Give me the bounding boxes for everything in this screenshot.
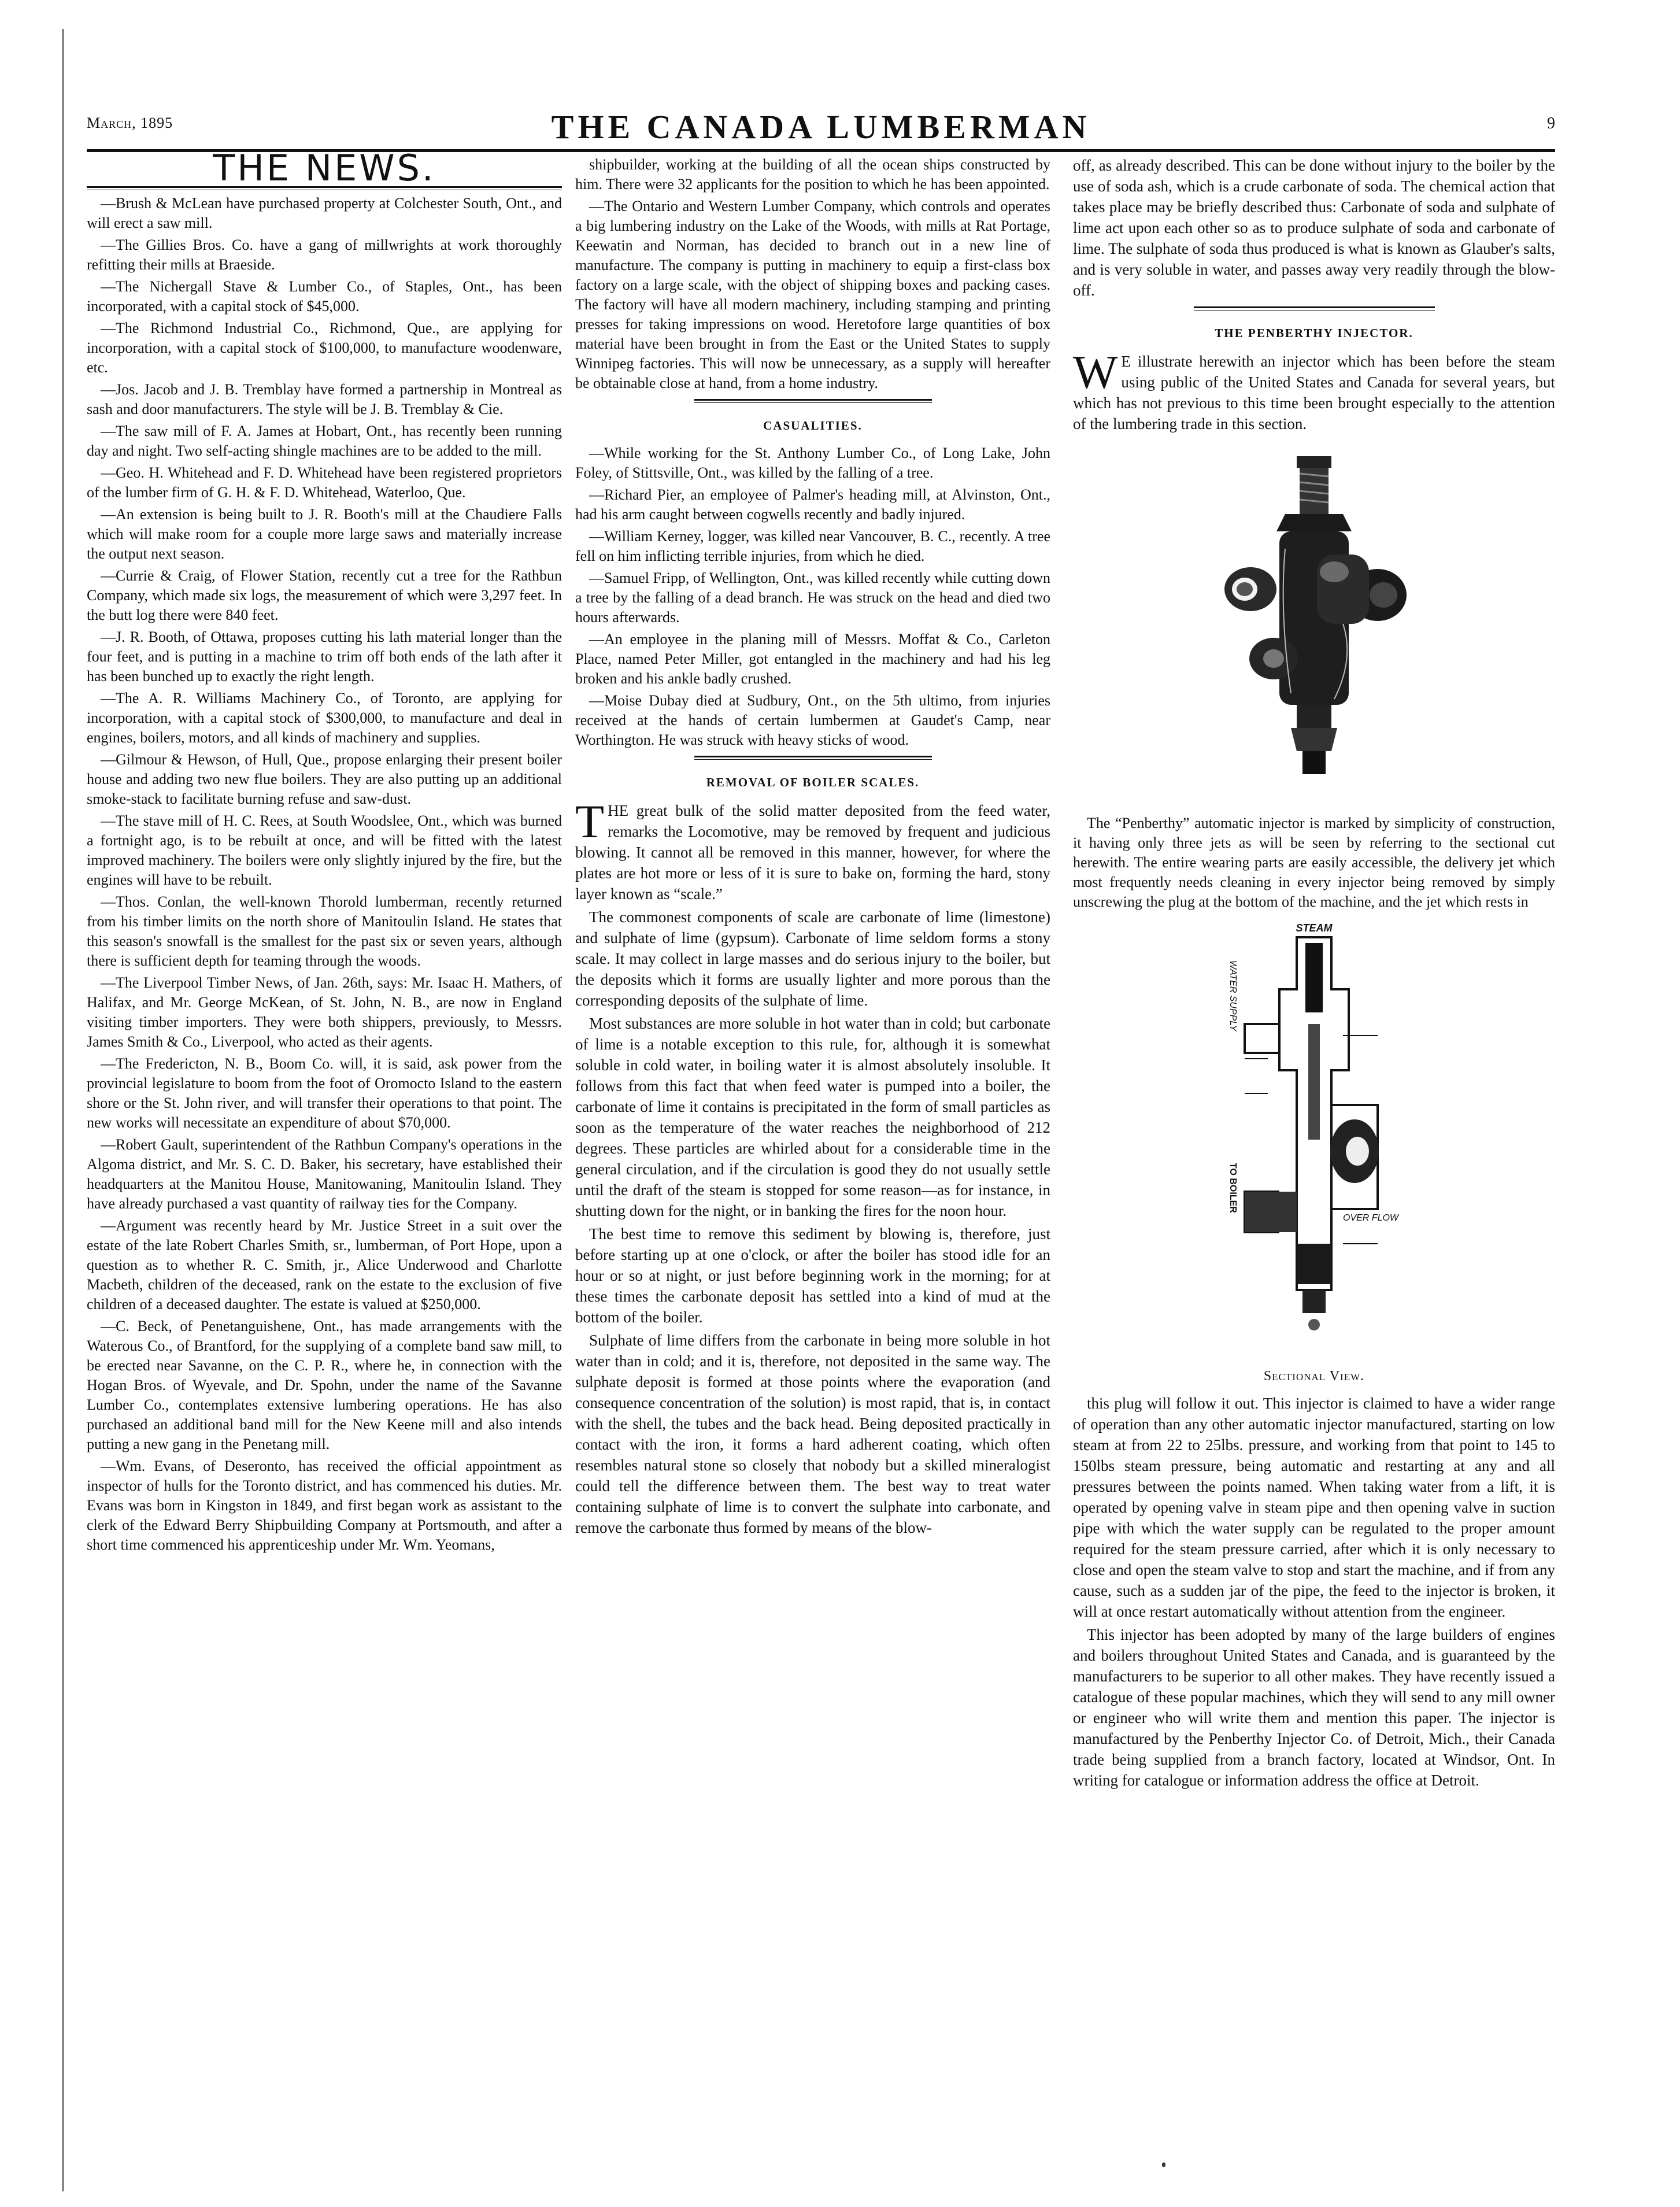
section-rule xyxy=(694,756,932,760)
article-body xyxy=(1073,1393,1555,1791)
article-paragraph: —William Kerney, logger, was killed near Vancouver, B. C., recently. A tree fell on him inflicting terrible injuries, from which he died. xyxy=(575,528,1050,564)
article-paragraph: —Wm. Evans, of Deseronto, has received the official appointment as inspector of hulls for the Toronto district, and has commenced his duties. Mr. Evans was born in Kingston in 1849, and first began work as assistant to the clerk of the Edward Berry Shipbuilding Company at Portsmouth, and after a short time commenced his apprenticeship under Mr. Wm. Yeomans, xyxy=(87,1458,562,1553)
column-right xyxy=(1073,155,1555,1793)
page-number: 9 xyxy=(1547,114,1555,132)
casualty-items xyxy=(575,443,1050,750)
article-paragraph xyxy=(575,795,1050,904)
article-paragraph: —Brush & McLean have purchased property at Colchester South, Ont., and will erect a saw mill. xyxy=(87,195,562,231)
article-paragraph: —Gilmour & Hewson, of Hull, Que., propose enlarging their present boiler house and adding two new flue boilers. They are also putting up an additional smoke-stack to facilitate burning refuse and saw-dust. xyxy=(87,751,562,807)
article-paragraph: Sulphate of lime differs from the carbonate in being more soluble in hot water than in cold; and it is, therefore, not deposited in the same way. The sulphate deposit is formed at those points where the evaporation (and consequence concentration of the solution) is most rapid, that is, in contact with the shell, the tubes and the back head. Being deposited practically in contact with the iron, it forms a hard adherent coating, which often resembles natural stone so closely that nobody but a skilled mineralogist could tell the difference between them. The best way to treat water containing sulphate of lime is to convert the sulphate into carbonate, and remove the carbonate thus formed by means of the blow- xyxy=(575,1332,1050,1536)
article-body xyxy=(575,907,1050,1538)
article-paragraph: —The Richmond Industrial Co., Richmond, Que., are applying for incorporation, with a capital stock of $100,000, to manufacture woodenware, etc. xyxy=(87,320,562,376)
page-margin-rule xyxy=(62,29,64,2191)
masthead-title: THE CANADA LUMBERMAN xyxy=(551,108,1091,146)
article-paragraph xyxy=(1073,346,1555,434)
page-header xyxy=(87,108,1555,147)
article-paragraph: —Argument was recently heard by Mr. Justice Street in a suit over the estate of the late Robert Charles Smith, sr., lumberman, of Port Hope, upon a question as to whether R. C. Smith, jr., Alice Underwood and Charlotte Macbeth, children of the deceased, rank on the estate to the exclusion of five children of a deceased daughter. The estate is valued at $250,000. xyxy=(87,1217,562,1313)
article-paragraph: —Geo. H. Whitehead and F. D. Whitehead have been registered proprietors of the lumber firm of G. H. & F. D. Whitehead, Waterloo, Que. xyxy=(87,464,562,501)
article-paragraph: shipbuilder, working at the building of all the ocean ships constructed by him. There were 32 applicants for the position to which he has been appointed. xyxy=(575,156,1050,193)
drop-cap: W xyxy=(1073,346,1118,398)
diagram-label-to-boiler: TO BOILER xyxy=(1228,1163,1238,1213)
article-paragraph: This injector has been adopted by many of the large builders of engines and boilers throughout United States and Canada, and is guaranteed by the manufacturers to be superior to all other makes. They have recently issued a catalogue of these popular machines, which they will send to any mill owner or engineer who will write them and mention this paper. The injector is manufactured by the Penberthy Injector Co. of Detroit, Mich., their Canada trade being supplied from a branch factory, located at Windsor, Ont. In writing for catalogue or information address the office at Detroit. xyxy=(1073,1626,1555,1789)
article-paragraph: —The Ontario and Western Lumber Company, which controls and operates a big lumbering industry on the Lake of the Woods, with mills at Rat Portage, Keewatin and Norman, has decided to branch out in a new line of manufacture. The company is putting in machinery to equip a first-class box factory on a large scale, with the object of shipping boxes and packing cases. The factory will have all modern machinery, including stamping and printing presses for taking impressions on wood. Heretofore large quantities of box material have been brought in from the East or the United States to supply Winnipeg factories. This will now be unnecessary, as a supply will hereafter be obtainable close at hand, from a home industry. xyxy=(575,198,1050,391)
section-title-boiler-scales: REMOVAL OF BOILER SCALES. xyxy=(706,775,920,789)
article-paragraph: —Currie & Craig, of Flower Station, recently cut a tree for the Rathbun Company, which made six logs, the measurement of which were 3,297 feet. In the butt log there were 840 feet. xyxy=(87,567,562,623)
column-middle xyxy=(575,155,1050,1540)
article-paragraph: —While working for the St. Anthony Lumber Co., of Long Lake, John Foley, of Stittsville, Ont., was killed by the falling of a tree. xyxy=(575,445,1050,481)
article-paragraph: —The Gillies Bros. Co. have a gang of millwrights at work thoroughly refitting their mills at Braeside. xyxy=(87,236,562,273)
article-paragraph: —J. R. Booth, of Ottawa, proposes cutting his lath material longer than the four feet, and is putting in a machine to trim off both ends of the lath after it has been bunched up to exactly the right length. xyxy=(87,629,562,685)
injector-illustration xyxy=(1210,450,1418,797)
print-mark xyxy=(1162,2162,1165,2167)
column-news xyxy=(87,147,562,1557)
article-paragraph: The commonest components of scale are carbonate of lime (limestone) and sulphate of lime (gypsum). Carbonate of lime seldom forms a stony scale. It may collect in large masses and do serious injury to the boiler, but the deposits which it forms are usually lighter and more porous than the corresponding deposits of the sulphate of lime. xyxy=(575,908,1050,1009)
diagram-label-overflow: OVER FLOW xyxy=(1343,1213,1399,1223)
sectional-view-diagram xyxy=(1210,920,1418,1359)
issue-date: March, 1895 xyxy=(87,114,173,131)
section-title-injector: THE PENBERTHY INJECTOR. xyxy=(1215,326,1413,340)
paragraph-text: E illustrate herewith an injector which has been before the steam using public of the United States and Canada for several years, but which has not previous to this time been brought especially to the attention of the lumbering trade in this section. xyxy=(1073,353,1555,432)
article-paragraph: —Thos. Conlan, the well-known Thorold lumberman, recently returned from his timber limits on the north shore of Manitoulin Island. He states that this season's snowfall is the smallest for the past six or seven years, although there is sufficient depth for teaming through the woods. xyxy=(87,893,562,969)
article-paragraph: —Jos. Jacob and J. B. Tremblay have formed a partnership in Montreal as sash and door manufacturers. The style will be J. B. Tremblay & Cie. xyxy=(87,381,562,417)
article-paragraph: —An employee in the planing mill of Messrs. Moffat & Co., Carleton Place, named Peter Miller, got entangled in the machinery and had his leg broken and his ankle badly crushed. xyxy=(575,631,1050,687)
news-continued xyxy=(575,155,1050,393)
article-paragraph: —The saw mill of F. A. James at Hobart, Ont., has recently been running day and night. Two self-acting shingle machines are to be added to the mill. xyxy=(87,423,562,459)
news-items xyxy=(87,194,562,1555)
article-paragraph: Most substances are more soluble in hot water than in cold; but carbonate of lime is a notable exception to this rule, for, although it is somewhat soluble in cold water, in boiling water it is almost absolutely insoluble. It follows from this fact that when feed water is pumped into a boiler, the carbonate of lime it contains is precipitated in the form of small particles as soon as the temperature of the water reaches the neighborhood of 212 degrees. These particles are whirled about for a considerable time in the general circulation, and if the circulation is good they do not usually settle until the draft of the steam is stopped for some reason—as for instance, in shutting down for the night, or in banking the fires for the noon hour. xyxy=(575,1015,1050,1219)
section-rule xyxy=(1194,306,1435,310)
drop-cap: T xyxy=(575,795,605,848)
diagram-label-steam: STEAM xyxy=(1296,922,1333,934)
article-paragraph: The best time to remove this sediment by blowing is, therefore, just before starting up at one o'clock, or after the boiler has stood idle for an hour or so at night, or just before beginning work in the morning; for at these times the carbonate deposit has settled into a kind of mud at the bottom of the boiler. xyxy=(575,1225,1050,1326)
figure-caption: Sectional View. xyxy=(1263,1369,1365,1384)
article-continuation: off, as already described. This can be done without injury to the boiler by the use of soda ash, which is a crude carbonate of soda. The chemical action that takes place may be briefly described thus: Carbonate of soda and sulphate of lime act upon each other so as to produce sulphate of soda and carbonate of lime. The sulphate of soda thus produced is what is known as Glauber's salts, and is very soluble in water, and passes away very readily through the blow-off. xyxy=(1073,157,1555,299)
article-paragraph: —Robert Gault, superintendent of the Rathbun Company's operations in the Algoma district, and Mr. S. C. D. Baker, his secretary, have established their headquarters at the Manitou House, Manitowaning, Manitoulin Island. They have already purchased a vast quantity of railway ties for the Company. xyxy=(87,1136,562,1212)
article-paragraph: —Moise Dubay died at Sudbury, Ont., on the 5th ultimo, from injuries received at the hands of certain lumbermen at Gaudet's Camp, near Worthington. He was struck with heavy sticks of wood. xyxy=(575,692,1050,748)
article-paragraph: —The Nichergall Stave & Lumber Co., of Staples, Ont., has been incorporated, with a capital stock of $45,000. xyxy=(87,278,562,315)
article-paragraph: —Richard Pier, an employee of Palmer's heading mill, at Alvinston, Ont., had his arm caught between cogwells recently and badly injured. xyxy=(575,486,1050,523)
article-paragraph: —Samuel Fripp, of Wellington, Ont., was killed recently while cutting down a tree by the falling of a dead branch. He was struck on the head and died two hours afterwards. xyxy=(575,570,1050,626)
section-title-casualties: CASUALITIES. xyxy=(763,419,863,432)
article-paragraph: —The stave mill of H. C. Rees, at South Woodslee, Ont., which was burned a fortnight ago, is to be rebuilt at once, and will be fitted with the latest improved machinery. The boilers were only slightly injured by the fire, but the engines will have to be rebuilt. xyxy=(87,812,562,888)
article-paragraph: —An extension is being built to J. R. Booth's mill at the Chaudiere Falls which will make room for a couple more large saws and materially increase the output next season. xyxy=(87,506,562,562)
article-paragraph: —The A. R. Williams Machinery Co., of Toronto, are applying for incorporation, with a capital stock of $300,000, to manufacture and deal in engines, boilers, motors, and all kinds of machinery and supplies. xyxy=(87,690,562,746)
article-paragraph: —The Liverpool Timber News, of Jan. 26th, says: Mr. Isaac H. Mathers, of Halifax, and Mr. George McKean, of St. John, N. B., are now in England visiting timber importers. They were both shippers, previously, to Messrs. James Smith & Co., Liverpool, who acted as their agents. xyxy=(87,974,562,1050)
diagram-label-water-supply: WATER SUPPLY xyxy=(1228,960,1238,1032)
article-paragraph: The “Penberthy” automatic injector is marked by simplicity of construction, it having only three jets as will be seen by referring to the sectional cut herewith. The entire wearing parts are easily accessible, the delivery jet which most frequently needs cleaning in every injector being removed by simply unscrewing the plug at the bottom of the machine, and the jet which rests in xyxy=(1073,815,1555,910)
section-title-news: THE NEWS. xyxy=(213,147,436,189)
paragraph-text: HE great bulk of the solid matter deposited from the feed water, remarks the Locomotive, may be removed by frequent and judicious blowing. It cannot all be removed in this manner, however, for where the plates are hot more or less of it is sure to bake on, forming the hard, stony layer known as “scale.” xyxy=(575,802,1050,903)
section-rule xyxy=(694,399,932,403)
article-paragraph: this plug will follow it out. This injector is claimed to have a wider range of operation than any other automatic injector manufactured, starting on low steam at from 22 to 25lbs. pressure, and working from that point to 145 to 150lbs steam pressure, being automatic and restarting at any and all pressures between the points named. When taking water from a lift, it is operated by opening valve in steam pipe and then opening valve in suction pipe with which the water supply can be regulated to the proper amount required for the steam pressure carried, after which it is only necessary to close and open the steam valve to stop and start the machine, and if from any cause, such as a sudden jar of the pipe, the feed to the injector is broken, it will at once restart automatically without attention from the engineer. xyxy=(1073,1395,1555,1620)
article-paragraph: —C. Beck, of Penetanguishene, Ont., has made arrangements with the Waterous Co., of Brantford, for the supplying of a complete band saw mill, to be erected near Savanne, on the C. P. R., where he, in connection with the Hogan Bros. of Wyevale, and Dr. Spohn, under the name of the Savanne Lumber Co., contemplates extensive lumbering operations. He has also purchased an additional band mill for the New Keene mill and also intends putting a new gang in the Penetang mill. xyxy=(87,1318,562,1452)
article-paragraph: —The Fredericton, N. B., Boom Co. will, it is said, ask power from the provincial legislature to boom from the foot of Oromocto Island to the eastern shore or the St. John river, and will transfer their operations to that point. The new works will necessitate an expenditure of about $70,000. xyxy=(87,1055,562,1131)
